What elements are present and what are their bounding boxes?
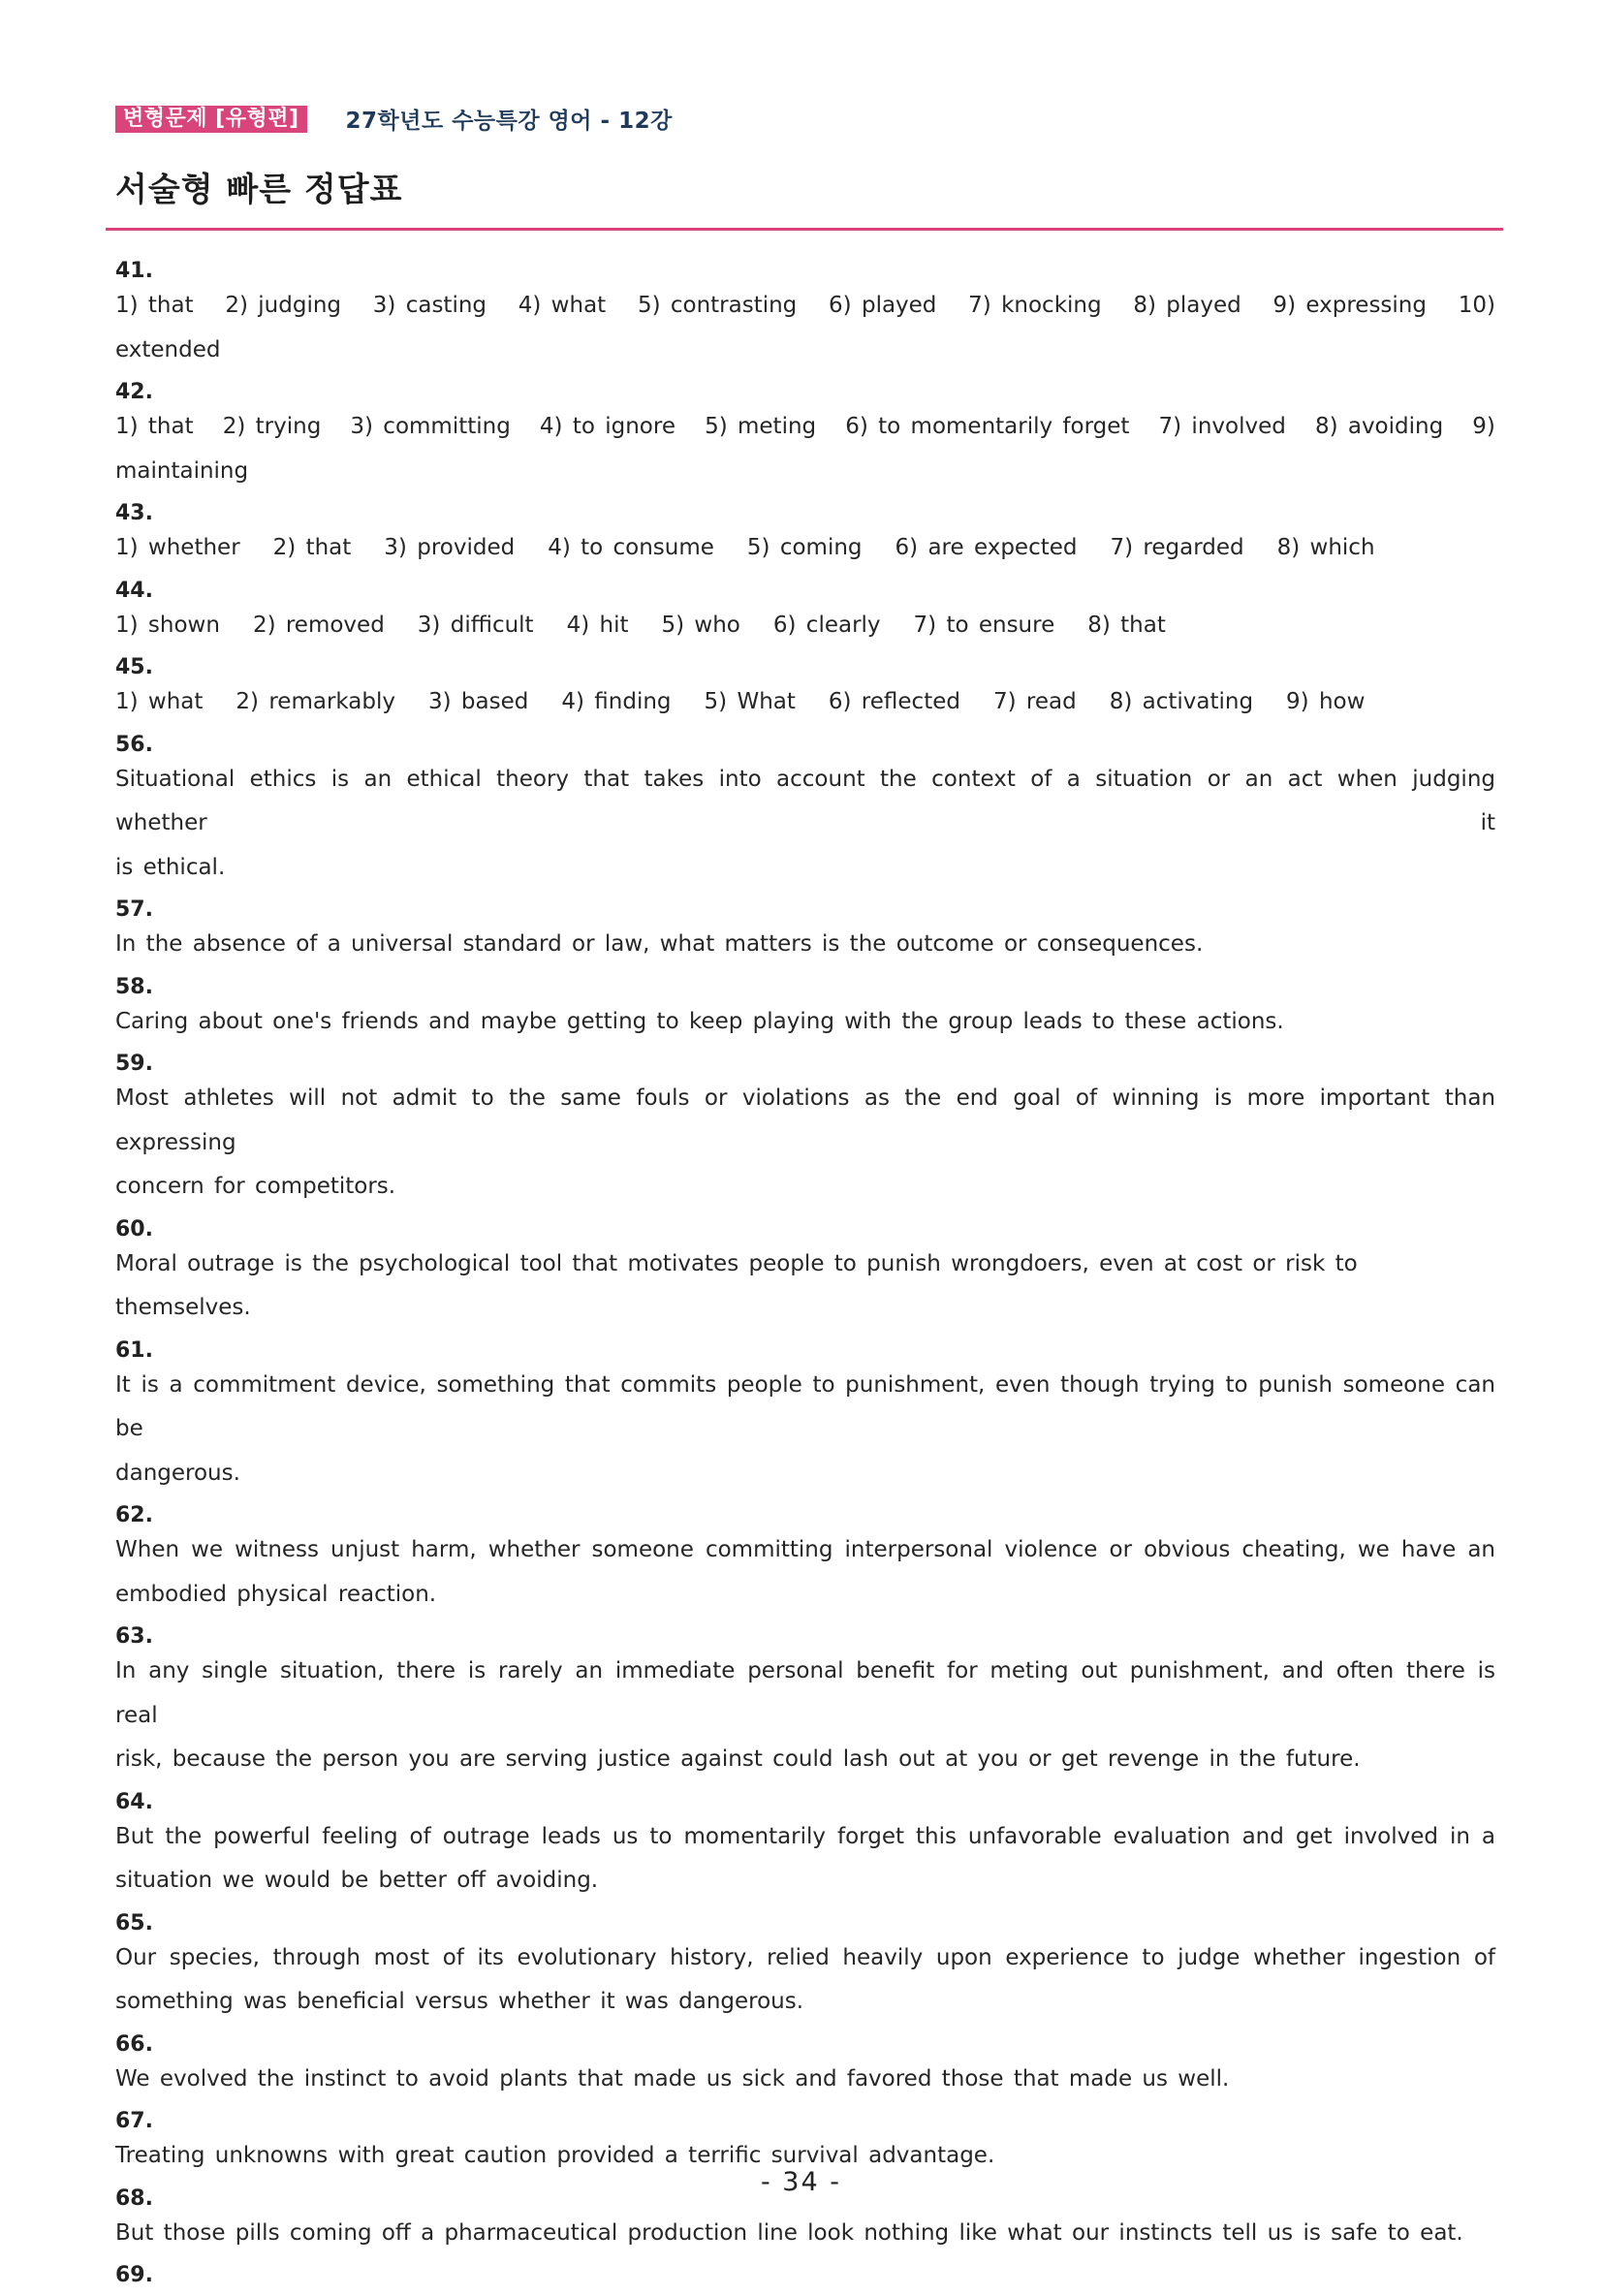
- page-number: - 34 -: [760, 2167, 841, 2197]
- answer-item: 6) reflected: [828, 689, 960, 714]
- answer-sentence-line: But those pills coming off a pharmaceutical production line look nothing like what our instincts tell us is safe to eat.: [115, 2219, 1463, 2246]
- question-number: 69.: [115, 2263, 153, 2287]
- answer-item: 5) who: [661, 612, 740, 638]
- question-number: 68.: [115, 2186, 153, 2211]
- answer-sentence-line: Caring about one's friends and maybe getting to keep playing with the group leads to these actions.: [115, 1008, 1284, 1034]
- answer-item: 6) are expected: [895, 535, 1078, 560]
- answer-row: [115, 284, 1495, 329]
- answer-item: 4) hit: [566, 612, 629, 638]
- answer-sentence-line: We evolved the instinct to avoid plants that made us sick and favored those that made us well.: [115, 2065, 1230, 2092]
- answer-sentence-line: something was beneficial versus whether it was dangerous.: [115, 1989, 804, 2014]
- answer-item: 7) to ensure: [913, 612, 1055, 638]
- answer-sentence-line: risk, because the person you are serving justice against could lash out at you or get revenge in the future.: [115, 1746, 1361, 1772]
- answer-item: 1) what: [115, 689, 204, 714]
- answer-item: 3) based: [428, 689, 529, 714]
- answer-continuation: extended: [115, 336, 221, 362]
- answer-item: 8) activating: [1109, 689, 1254, 714]
- answer-item: 8) played: [1133, 293, 1241, 318]
- question-number: 45.: [115, 655, 153, 679]
- answer-item: 3) committing: [350, 414, 511, 439]
- answer-row: [115, 526, 1495, 571]
- question-number: 42.: [115, 380, 153, 404]
- lecture-subtitle: 27학년도 수능특강 영어 - 12강: [345, 109, 673, 134]
- section-tag: 변형문제 [유형편]: [115, 106, 307, 133]
- question-number: 64.: [115, 1789, 153, 1814]
- question-number: 43.: [115, 501, 153, 525]
- answer-item: 1) that: [115, 414, 194, 439]
- answer-item: 8) which: [1276, 535, 1375, 560]
- answer-sentence-line: is ethical.: [115, 854, 226, 880]
- answer-item: 3) casting: [372, 293, 487, 318]
- answer-sentence-line: Our species, through most of its evolutionary history, relied heavily upon experience to judge whether ingestion of: [115, 1944, 1495, 1970]
- answer-sentence-line: Moral outrage is the psychological tool that motivates people to punish wrongdoers, even at cost or risk to themselves.: [115, 1250, 1358, 1320]
- answer-item: 7) regarded: [1110, 535, 1244, 560]
- answer-item: 8) avoiding: [1314, 414, 1444, 439]
- question-number: 61.: [115, 1337, 153, 1363]
- title-divider: [106, 228, 1503, 231]
- answer-list: [115, 251, 1495, 2288]
- header: [115, 103, 673, 135]
- answer-item: 6) played: [829, 293, 937, 318]
- question-number: 41.: [115, 259, 153, 283]
- question-number: 44.: [115, 578, 153, 603]
- answer-item: 1) that: [115, 293, 194, 318]
- answer-item: 2) that: [272, 535, 352, 560]
- answer-item: 4) to ignore: [539, 414, 675, 439]
- answer-sentence-line: Treating unknowns with great caution provided a terrific survival advantage.: [115, 2143, 995, 2168]
- answer-sentence-line: But the powerful feeling of outrage leads us to momentarily forget this unfavorable evaluation and get involved in a: [115, 1823, 1495, 1849]
- answer-sentence-line: dangerous.: [115, 1460, 240, 1486]
- answer-sentence-line: It is a commitment device, something that commits people to punishment, even though trying to punish someone can be: [115, 1371, 1495, 1441]
- answer-row: [115, 680, 1495, 725]
- answer-item: 6) clearly: [772, 612, 881, 638]
- answer-continuation: maintaining: [115, 457, 249, 484]
- answer-item: 6) to momentarily forget: [845, 414, 1130, 439]
- answer-item: 1) whether: [115, 535, 240, 560]
- question-number: 58.: [115, 974, 153, 999]
- page-title: 서술형 빠른 정답표: [115, 171, 403, 209]
- question-number: 56.: [115, 732, 153, 757]
- question-number: 60.: [115, 1216, 153, 1242]
- answer-sentence-line: Most athletes will not admit to the same fouls or violations as the end goal of winning is more important than expressing: [115, 1085, 1495, 1155]
- answer-item: 3) difficult: [417, 612, 534, 638]
- answer-item: 9) how: [1286, 689, 1366, 714]
- answer-item: 2) trying: [222, 414, 322, 439]
- answer-item: 2) remarkably: [236, 689, 396, 714]
- answer-sentence-line: When we witness unjust harm, whether someone committing interpersonal violence or obvious cheating, we have an: [115, 1537, 1495, 1562]
- question-number: 66.: [115, 2031, 153, 2057]
- question-number: 65.: [115, 1910, 153, 1935]
- answer-item: 4) to consume: [548, 535, 714, 560]
- question-number: 59.: [115, 1052, 153, 1076]
- answer-item: 7) involved: [1158, 414, 1286, 439]
- answer-item: 5) coming: [746, 535, 863, 560]
- answer-item: 10): [1458, 293, 1495, 318]
- answer-row: [115, 405, 1495, 450]
- answer-item: 2) removed: [252, 612, 385, 638]
- answer-item: 4) what: [518, 293, 607, 318]
- answer-item: 7) knocking: [968, 293, 1102, 318]
- answer-item: 3) provided: [384, 535, 516, 560]
- question-number: 63.: [115, 1624, 153, 1649]
- answer-item: 5) What: [704, 689, 796, 714]
- answer-row: [115, 604, 1495, 648]
- answer-item: 9) expressing: [1272, 293, 1427, 318]
- answer-sentence-line: Situational ethics is an ethical theory that takes into account the context of a situation or an act when judging whether it: [115, 766, 1495, 835]
- answer-item: 8) that: [1087, 612, 1166, 638]
- answer-item: 4) finding: [561, 689, 672, 714]
- answer-sentence-line: concern for competitors.: [115, 1174, 396, 1199]
- answer-sentence-line: In the absence of a universal standard or law, what matters is the outcome or consequences.: [115, 931, 1204, 957]
- answer-item: 7) read: [992, 689, 1077, 714]
- answer-item: 1) shown: [115, 612, 220, 638]
- answer-item: 5) contrasting: [637, 293, 798, 318]
- answer-item: 9): [1472, 414, 1495, 439]
- answer-sentence-line: embodied physical reaction.: [115, 1581, 437, 1607]
- answer-item: 2) judging: [225, 293, 342, 318]
- question-number: 57.: [115, 897, 153, 922]
- answer-sentence-line: situation we would be better off avoiding.: [115, 1868, 599, 1893]
- answer-sentence-line: In any single situation, there is rarely an immediate personal benefit for meting out punishment, and often there is real: [115, 1658, 1495, 1728]
- question-number: 62.: [115, 1503, 153, 1527]
- question-number: 67.: [115, 2109, 153, 2133]
- answer-item: 5) meting: [705, 414, 817, 439]
